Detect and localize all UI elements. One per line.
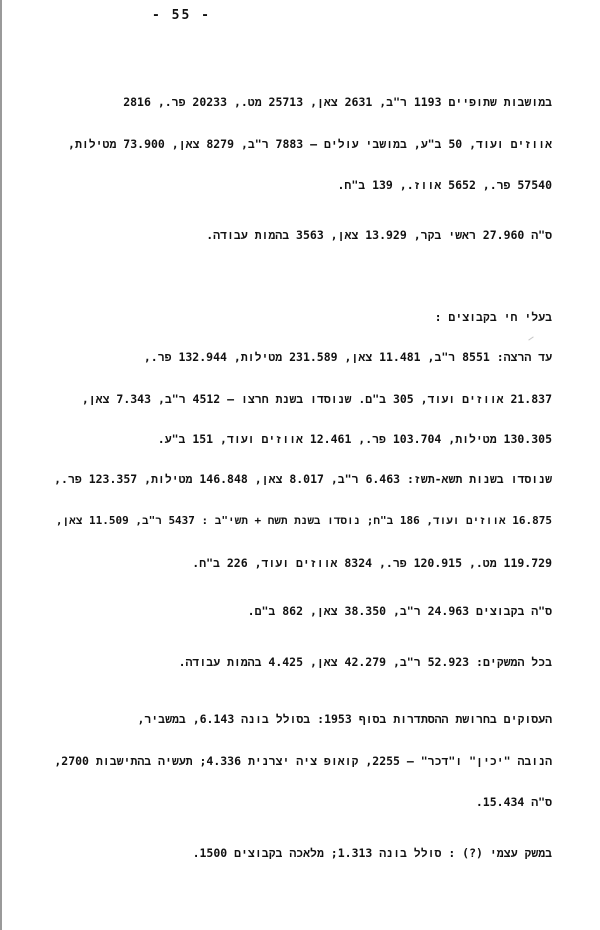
page-number: - 55 - [152, 8, 211, 23]
summary-line: ס"ה 27.960 ראשי בקר, 13.929 צאן, 3563 בהמות עבודה. [206, 228, 552, 242]
summary-line: ס"ה 15.434. [475, 795, 552, 809]
text-line: עד הרצה: 8551 ר"ב, 11.481 צאן, 231.589 מטילות, 132.944 פר., [143, 350, 552, 364]
summary-line: בכל המשקים: 52.923 ר"ב, 42.279 צאן, 4.425 בהמות עבודה. [178, 655, 552, 669]
text-line: הנובה "יכין" ו"דכר" – 2255, קואופ ציה יצרנית 4.336; תעשיה בהתישבות 2700, [54, 754, 552, 768]
text-line: במשק עצמי (?) : סולל בונה 1.313; מלאכה בקבוצים 1500. [192, 846, 552, 860]
text-line: 130.305 מטילות, 103.704 פר., 12.461 אווזים ועוד, 151 ב"ע. [157, 432, 552, 446]
text-line: העסוקים בחרושת ההסתדרות בסוף 1953: בסולל בונה 6.143, במשביר, [137, 712, 552, 726]
text-line: במושבות שתופיים 1193 ר"ב, 2631 צאן, 25713 מט., 20233 פר., 2816 [123, 95, 552, 109]
section-heading: בעלי חי בקבוצים : [434, 310, 552, 324]
text-line: 21.837 אווזים ועוד, 305 ב"ם. שנוסדו בשנת חרצו – 4512 ר"ב, 7.343 צאן, [81, 392, 552, 406]
text-line: שנוסדו בשנות תשא-תשז: 6.463 ר"ב, 8.017 צאן, 146.848 מטילות, 123.357 פר., [54, 472, 552, 486]
stray-mark [528, 336, 533, 340]
page-left-edge [0, 0, 2, 930]
text-line: אווזים ועוד, 50 ב"ע, במושבי עולים – 7883 ר"ב, 8279 צאן, 73.900 מטילות, [68, 137, 552, 151]
summary-line: ס"ה בקבוצים 24.963 ר"ב, 38.350 צאן, 862 ב"ם. [247, 604, 552, 618]
text-line: 57540 פר., 5652 אווז., 139 ב"ח. [337, 178, 552, 192]
text-line: 119.729 מט., 120.915 פר., 8324 אווזים ועוד, 226 ב"ח. [192, 556, 552, 570]
text-line: 16.875 אווזים ועוד, 186 ב"ח; נוסדו בשנת תשח + תשי"ב : 5437 ר"ב, 11.509 צאן, [55, 514, 552, 527]
